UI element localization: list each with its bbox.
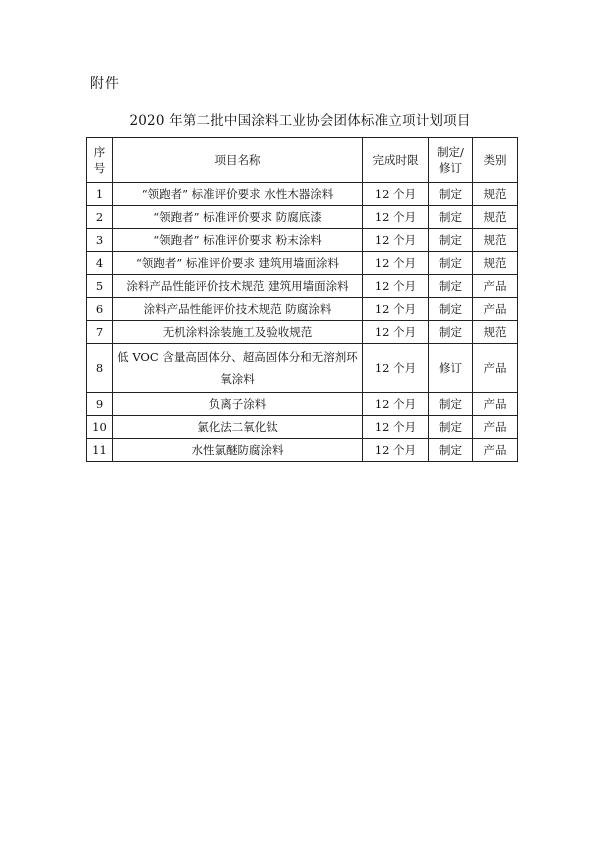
cell-project-name: 氯化法二氧化钛 — [113, 416, 363, 439]
cell-deadline: 12 个月 — [363, 439, 429, 462]
header-project-name: 项目名称 — [113, 138, 363, 183]
table-row — [87, 321, 518, 344]
cell-draft-revise: 制定 — [429, 275, 473, 298]
cell-deadline: 12 个月 — [363, 344, 429, 393]
cell-category: 产品 — [473, 416, 518, 439]
cell-serial-number: 3 — [87, 229, 113, 252]
cell-deadline: 12 个月 — [363, 206, 429, 229]
cell-category: 产品 — [473, 298, 518, 321]
cell-draft-revise: 修订 — [429, 344, 473, 393]
attachment-label: 附件 — [90, 76, 120, 92]
cell-project-name: “领跑者” 标准评价要求 防腐底漆 — [113, 206, 363, 229]
table-row — [87, 252, 518, 275]
cell-serial-number: 8 — [87, 344, 113, 393]
table-row — [87, 183, 518, 206]
cell-serial-number: 1 — [87, 183, 113, 206]
cell-category: 产品 — [473, 275, 518, 298]
cell-category: 产品 — [473, 344, 518, 393]
cell-serial-number: 2 — [87, 206, 113, 229]
cell-deadline: 12 个月 — [363, 321, 429, 344]
cell-project-name: “领跑者” 标准评价要求 粉末涂料 — [113, 229, 363, 252]
table-row — [87, 344, 518, 393]
cell-draft-revise: 制定 — [429, 298, 473, 321]
cell-deadline: 12 个月 — [363, 298, 429, 321]
cell-serial-number: 6 — [87, 298, 113, 321]
cell-serial-number: 9 — [87, 393, 113, 416]
header-category: 类别 — [473, 138, 518, 183]
cell-draft-revise: 制定 — [429, 393, 473, 416]
document-title: 2020 年第二批中国涂料工业协会团体标准立项计划项目 — [129, 113, 471, 129]
cell-deadline: 12 个月 — [363, 252, 429, 275]
cell-deadline: 12 个月 — [363, 275, 429, 298]
cell-project-name: 水性氯醚防腐涂料 — [113, 439, 363, 462]
table-row — [87, 206, 518, 229]
cell-draft-revise: 制定 — [429, 183, 473, 206]
cell-project-name: 涂料产品性能评价技术规范 防腐涂料 — [113, 298, 363, 321]
cell-serial-number: 5 — [87, 275, 113, 298]
cell-project-name: 无机涂料涂装施工及验收规范 — [113, 321, 363, 344]
table-row — [87, 416, 518, 439]
cell-category: 规范 — [473, 229, 518, 252]
cell-project-name: 涂料产品性能评价技术规范 建筑用墙面涂料 — [113, 275, 363, 298]
cell-draft-revise: 制定 — [429, 439, 473, 462]
cell-category: 产品 — [473, 439, 518, 462]
cell-serial-number: 7 — [87, 321, 113, 344]
cell-draft-revise: 制定 — [429, 416, 473, 439]
cell-deadline: 12 个月 — [363, 229, 429, 252]
cell-project-name: “领跑者” 标准评价要求 建筑用墙面涂料 — [113, 252, 363, 275]
table-row — [87, 298, 518, 321]
cell-draft-revise: 制定 — [429, 206, 473, 229]
project-table — [86, 137, 518, 462]
cell-draft-revise: 制定 — [429, 321, 473, 344]
cell-deadline: 12 个月 — [363, 416, 429, 439]
header-deadline: 完成时限 — [363, 138, 429, 183]
cell-draft-revise: 制定 — [429, 229, 473, 252]
table-row — [87, 439, 518, 462]
cell-project-name: 低 VOC 含量高固体分、超高固体分和无溶剂环氧涂料 — [113, 344, 363, 393]
cell-category: 产品 — [473, 393, 518, 416]
table-row — [87, 229, 518, 252]
cell-category: 规范 — [473, 183, 518, 206]
table-row — [87, 275, 518, 298]
cell-category: 规范 — [473, 252, 518, 275]
table-row — [87, 393, 518, 416]
cell-project-name: 负离子涂料 — [113, 393, 363, 416]
cell-serial-number: 4 — [87, 252, 113, 275]
table-header-row — [87, 138, 518, 183]
cell-project-name: “领跑者” 标准评价要求 水性木器涂料 — [113, 183, 363, 206]
header-serial-number: 序号 — [87, 138, 113, 183]
cell-category: 规范 — [473, 206, 518, 229]
cell-deadline: 12 个月 — [363, 183, 429, 206]
cell-draft-revise: 制定 — [429, 252, 473, 275]
cell-deadline: 12 个月 — [363, 393, 429, 416]
cell-category: 规范 — [473, 321, 518, 344]
cell-serial-number: 10 — [87, 416, 113, 439]
header-draft-revise: 制定/修订 — [429, 138, 473, 183]
cell-serial-number: 11 — [87, 439, 113, 462]
